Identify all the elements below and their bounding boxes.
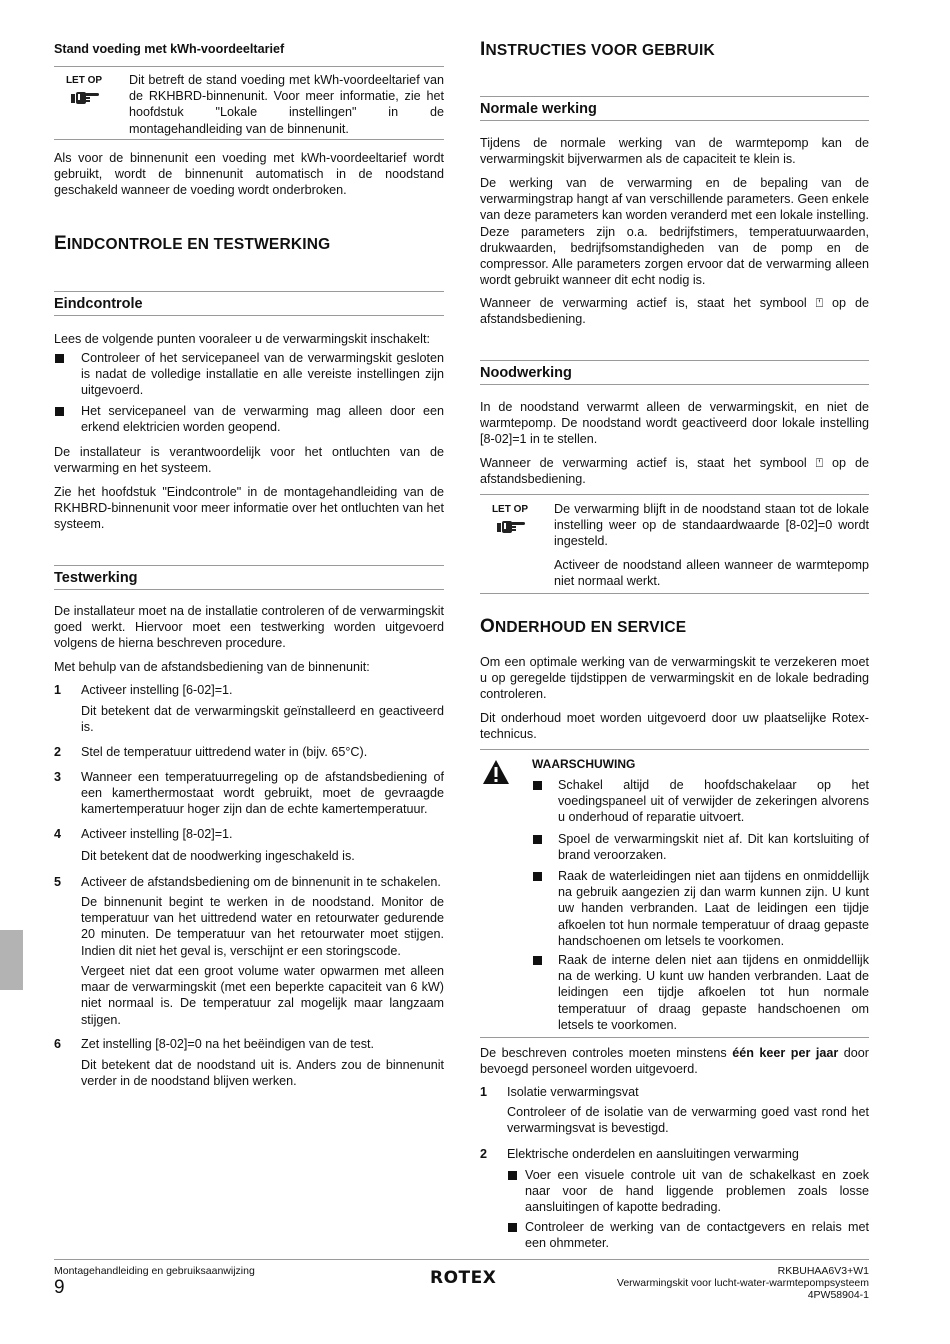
nood-paragraph-1: In de noodstand verwarmt alleen de verwarmingskit, en niet de warmtepomp. De noodstand wordt geactiveerd door lokale instelling [8-02]=1 in te stellen. <box>480 400 869 447</box>
step-text: Zet instelling [8-02]=0 na het beëindigen van de test. <box>81 1037 375 1051</box>
step-text: Dit betekent dat de noodstand uit is. Anders zou de binnenunit verder in de noodstand blijven werken. <box>81 1058 444 1089</box>
footer-doc-code: 4PW58904-1 <box>807 1289 869 1301</box>
step-text: Vergeet niet dat een groot volume water opwarmen met alleen maar de verwarmingskit (met een beperkte capaciteit van 6 kW) niet normaal is. De temperatuur zal mogelijk maar langzaam stijgen. <box>81 964 444 1027</box>
maint-title: Elektrische onderdelen en aansluitingen verwarming <box>507 1147 799 1161</box>
chapter-rest: NSTRUCTIES VOOR GEBRUIK <box>485 42 715 59</box>
chapter-eindcontrole-title <box>54 233 444 254</box>
bullet-marker <box>533 872 542 881</box>
chapter-rest: INDCONTROLE EN TESTWERKING <box>66 236 331 253</box>
eind-intro: Lees de volgende punten vooraleer u de verwarmingskit inschakelt: <box>54 332 430 346</box>
maint-text: Controleer of de isolatie van de verwarming goed vast rond het verwarmingsvat is bevestigd. <box>507 1105 869 1136</box>
pointing-hand-icon <box>71 88 101 106</box>
step-text: Wanneer een temperatuurregeling op de afstandsbediening of een kamerthermostaat wordt gebruikt, moet de gevraagde kamertemperatuur hoger zijn dan de echte kamertemperatuur. <box>81 770 444 817</box>
step-text: Activeer de afstandsbediening om de binnenunit in te schakelen. <box>81 875 441 889</box>
warning-item: Raak de waterleidingen niet aan tijdens en onmiddellijk na gebruik aangezien zij dan warm kunnen zijn. U kunt uw handen verbranden. Laat de leidingen een tijdje afkoelen tot hun normale temperatuur of draag gepaste handschoenen om letsels te voorkomen. <box>558 869 869 948</box>
step-text: Dit betekent dat de verwarmingskit geïnstalleerd en geactiveerd is. <box>81 704 444 735</box>
footer-subtitle: Verwarmingskit voor lucht-water-warmtepompsysteem <box>616 1277 869 1289</box>
list-item: Het servicepaneel van de verwarming mag alleen door een erkend elektricien worden geopend. <box>81 404 444 435</box>
footer-manual-title: Montagehandleiding en gebruiksaanwijzing <box>54 1265 255 1277</box>
pointing-hand-icon <box>497 517 527 535</box>
bullet-marker <box>508 1171 517 1180</box>
onderhoud-paragraph-1: Om een optimale werking van de verwarmingskit te verzekeren moet u op geregelde tijdstippen de verwarmingskit en de lokale bedrading controleren. <box>480 655 869 702</box>
note-text: Dit betreft de stand voeding met kWh-voordeeltarief van de RKHBRD-binnenunit. Voor meer informatie, zie het hoofdstuk "Lokale instellingen" in de montagehandleiding van de binnenunit. <box>129 73 444 136</box>
maint-number: 1 <box>480 1085 488 1099</box>
note-box-nood <box>480 494 869 594</box>
chapter-instructies-title <box>480 39 869 60</box>
warning-triangle-icon <box>482 759 510 785</box>
onderhoud-paragraph-2: Dit onderhoud moet worden uitgevoerd door uw plaatselijke Rotex-technicus. <box>480 711 869 742</box>
chapter-onderhoud-title <box>480 616 869 637</box>
footer-divider <box>54 1259 869 1260</box>
section-eindcontrole: Eindcontrole <box>54 291 444 316</box>
nood-paragraph-2: Wanneer de verwarming actief is, staat het symbool ⍞ op de afstandsbediening. <box>480 456 869 487</box>
chapter-initial: O <box>480 616 495 637</box>
note-text: Activeer de noodstand alleen wanneer de warmtepomp niet normaal werkt. <box>554 558 869 589</box>
maint-bullet: Voer een visuele controle uit van de schakelkast en zoek naar voor de hand liggende problemen zoals losse aansluitingen of kapotte bedrading. <box>525 1168 869 1215</box>
bullet-marker <box>55 354 64 363</box>
bullet-marker <box>533 781 542 790</box>
step-number: 1 <box>54 683 62 697</box>
section-testwerking: Testwerking <box>54 565 444 590</box>
step-number: 5 <box>54 875 62 889</box>
bullet-marker <box>533 835 542 844</box>
controles-text: De beschreven controles moeten minstens <box>480 1046 733 1060</box>
chapter-initial: E <box>54 233 67 254</box>
step-text: Stel de temperatuur uittredend water in (bijv. 65°C). <box>81 745 368 759</box>
test-paragraph-1: De installateur moet na de installatie controleren of de verwarmingskit goed werkt. Hiervoor moet een testwerking worden uitgevoerd volgens de hierna beschreven procedure. <box>54 604 444 651</box>
test-paragraph-2: Met behulp van de afstandsbediening van de binnenunit: <box>54 660 370 674</box>
warning-item: Schakel altijd de hoofdschakelaar op het voedingspaneel uit of verwijder de zekeringen alvorens u onderhoud of reparatie uitvoert. <box>558 778 869 825</box>
bullet-marker <box>533 956 542 965</box>
warning-title: WAARSCHUWING <box>532 757 636 771</box>
normale-paragraph-3: Wanneer de verwarming actief is, staat het symbool ⍞ op de afstandsbediening. <box>480 296 869 327</box>
chapter-rest: NDERHOUD EN SERVICE <box>494 619 687 636</box>
normale-paragraph-1: Tijdens de normale werking van de warmtepomp kan de verwarmingskit bijverwarmen als de capaciteit te klein is. <box>480 136 869 167</box>
note-text: De verwarming blijft in de noodstand staan tot de lokale instelling weer op de standaardwaarde [8-02]=0 wordt ingesteld. <box>554 502 869 549</box>
bullet-marker <box>55 407 64 416</box>
maint-title: Isolatie verwarmingsvat <box>507 1085 639 1099</box>
controles-paragraph <box>480 1045 869 1077</box>
step-text: Activeer instelling [6-02]=1. <box>81 683 233 697</box>
list-item: Controleer of het servicepaneel van de verwarmingskit gesloten is nadat de volledige installatie en alle vereiste instellingen zijn uitgevoerd. <box>81 351 444 398</box>
maint-number: 2 <box>480 1147 488 1161</box>
chapter-initial: I <box>480 39 486 60</box>
warning-box <box>480 749 869 1038</box>
step-text: Activeer instelling [8-02]=1. <box>81 827 233 841</box>
eind-paragraph-1: De installateur is verantwoordelijk voor het ontluchten van de verwarming en het systeem. <box>54 445 444 476</box>
step-text: Dit betekent dat de noodwerking ingeschakeld is. <box>81 849 355 863</box>
chapter-side-tab <box>0 930 23 990</box>
section-noodwerking: Noodwerking <box>480 360 869 385</box>
step-number: 4 <box>54 827 62 841</box>
warning-item: Spoel de verwarmingskit niet af. Dit kan kortsluiting of brand veroorzaken. <box>558 832 869 863</box>
stand-paragraph: Als voor de binnenunit een voeding met kWh-voordeeltarief wordt gebruikt, wordt de binnenunit automatisch in de noodstand geschakeld wanneer de voeding wordt onderbroken. <box>54 151 444 198</box>
rotex-logo: ROTEX <box>430 1268 497 1288</box>
controles-emphasis: één keer per jaar <box>732 1046 839 1060</box>
warning-item: Raak de interne delen niet aan tijdens en onmiddellijk na de werking. U kunt uw handen verbranden. Laat de leidingen een tijdje afkoelen tot hun normale temperatuur of draag gepaste handschoenen om letsels te voorkomen. <box>558 953 869 1032</box>
step-number: 6 <box>54 1037 62 1051</box>
step-text: De binnenunit begint te werken in de noodstand. Monitor de temperatuur van het uittredend water en retourwater gedurende 20 minuten. De temperatuur van het retourwater moet stijgen. Indien dit niet het geval is, verschijnt er een storingscode. <box>81 895 444 958</box>
step-number: 2 <box>54 745 62 759</box>
footer-model: RKBUHAA6V3+W1 <box>777 1265 869 1277</box>
note-box-stand <box>54 66 444 140</box>
note-label: LET OP <box>491 504 529 515</box>
stand-heading: Stand voeding met kWh-voordeeltarief <box>54 42 285 56</box>
eind-paragraph-2: Zie het hoofdstuk "Eindcontrole" in de montagehandleiding van de RKHBRD-binnenunit voor meer informatie over het ontluchten van het systeem. <box>54 485 444 532</box>
controles-text: door bevoegd personeel worden uitgevoerd. <box>480 1046 869 1077</box>
section-normale-werking: Normale werking <box>480 96 869 121</box>
note-label: LET OP <box>65 75 103 86</box>
step-number: 3 <box>54 770 62 784</box>
bullet-marker <box>508 1223 517 1232</box>
maint-bullet: Controleer de werking van de contactgevers en relais met een ohmmeter. <box>525 1220 869 1251</box>
page-number: 9 <box>54 1277 65 1298</box>
normale-paragraph-2: De werking van de verwarming en de bepaling van de verwarmingstrap hangt af van verschillende parameters. Geen enkele van deze parameters kan worden veranderd met een lokale instelling. Deze parameters zijn o.a. bedrijfstimers, temperatuurwaarden, drukwaarden, bedrijfsomstandigheden van de pomp en de compressor. Alle parameters zorgen ervoor dat de verwarming alleen wordt gebruikt wanneer dit echt nodig is. <box>480 176 869 288</box>
